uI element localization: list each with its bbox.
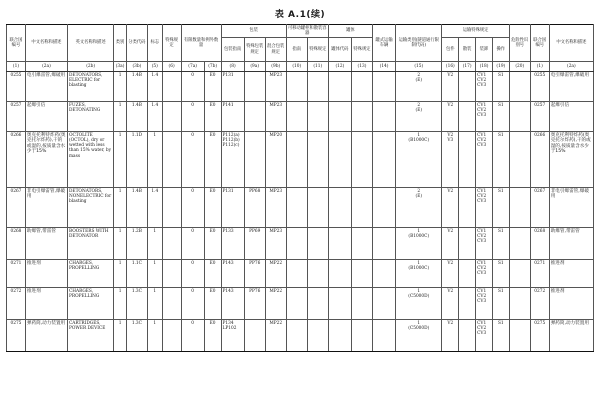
- loading-cell: CV1 CV2 CV3: [476, 132, 493, 188]
- name-en-cell: DETONATORS, NONELECTRIC for blasting: [67, 188, 113, 228]
- classification-code-cell: 1.1D: [126, 132, 147, 188]
- label-cell: 1: [147, 260, 162, 288]
- packages-cell: V2: [442, 102, 459, 132]
- tank-special-cell: [307, 102, 328, 132]
- packages-cell: V2: [442, 72, 459, 102]
- header-packages: 包件: [442, 38, 459, 62]
- name-en-cell: FUZES, DETONATING: [67, 102, 113, 132]
- col-number: (1): [530, 62, 549, 72]
- name-en-cell: BOOSTERS WITH DETONATOR: [67, 228, 113, 260]
- special-packing-cell: [244, 320, 265, 352]
- vehicle-tank-cell: [372, 132, 395, 188]
- packages-cell: V2: [442, 228, 459, 260]
- header-un-no: 联合国编号: [7, 25, 26, 62]
- name-cn-2-cell: 奥克托利特炸药(奥克托尔炸药),干的或湿的,按质量含水少于15%: [549, 132, 593, 188]
- tank-special-cell: [307, 188, 328, 228]
- vehicle-tank-cell: [372, 188, 395, 228]
- vehicle-tank-cell: [372, 320, 395, 352]
- special-packing-cell: PP76: [244, 288, 265, 320]
- column-number-row: [7, 62, 594, 72]
- limited-quantity-cell: 0: [181, 132, 204, 188]
- operation-cell: S1: [492, 102, 509, 132]
- tank-instruction-cell: [286, 260, 307, 288]
- tank-special-2-cell: [351, 132, 372, 188]
- header-class: 类别: [114, 25, 127, 62]
- header-name-cn-2: 中文名称和描述: [549, 25, 593, 62]
- limited-quantity-cell: 0: [181, 228, 204, 260]
- limited-quantity-cell: 0: [181, 188, 204, 228]
- header-packing-instructions: 包装指南: [221, 38, 244, 62]
- name-cn-2-cell: 弹药筒,动力装置用: [549, 320, 593, 352]
- tank-instruction-cell: [286, 188, 307, 228]
- packages-cell: V2: [442, 320, 459, 352]
- name-en-cell: CARTRIDGES, POWER DEVICE: [67, 320, 113, 352]
- loading-cell: CV1 CV2 CV3: [476, 188, 493, 228]
- limited-quantity-cell: 0: [181, 102, 204, 132]
- transport-category-cell: [396, 72, 442, 102]
- tank-code-cell: [328, 288, 351, 320]
- label-cell: 1.4: [147, 102, 162, 132]
- tank-instruction-cell: [286, 320, 307, 352]
- mixed-packing-cell: MP23: [265, 102, 286, 132]
- name-cn-cell: 弹药筒,动力装置用: [25, 320, 67, 352]
- un-no-cell: 0257: [7, 102, 26, 132]
- transport-category-value: 1: [417, 320, 421, 326]
- name-cn-cell: 推进剂: [25, 260, 67, 288]
- bulk-cell: [459, 132, 476, 188]
- table-row: [7, 132, 594, 188]
- header-mixed-packing: 混合包装规定: [265, 38, 286, 62]
- table-row: [7, 188, 594, 228]
- tank-special-cell: [307, 72, 328, 102]
- tank-instruction-cell: [286, 72, 307, 102]
- name-cn-2-cell: 起爆引信: [549, 102, 593, 132]
- vehicle-tank-cell: [372, 102, 395, 132]
- col-number: (13): [351, 62, 372, 72]
- table-row: [7, 288, 594, 320]
- special-packing-cell: PP76: [244, 260, 265, 288]
- special-provisions-cell: [162, 188, 181, 228]
- classification-code-cell: 1.3C: [126, 288, 147, 320]
- packages-cell: V2: [442, 260, 459, 288]
- tank-special-2-cell: [351, 320, 372, 352]
- header-transport-category: 运输类别(隧道通行限制代码): [396, 25, 442, 62]
- name-cn-cell: 起爆引信: [25, 102, 67, 132]
- tank-instruction-cell: [286, 228, 307, 260]
- header-portable-tank: 可移动罐柜和散装容器: [287, 25, 327, 36]
- packages-cell: V2: [442, 288, 459, 320]
- excepted-quantity-cell: E0: [204, 288, 221, 320]
- col-number: (2a): [549, 62, 593, 72]
- col-number: (16): [442, 62, 459, 72]
- special-packing-cell: PP68: [244, 188, 265, 228]
- classification-code-cell: 1.4B: [126, 102, 147, 132]
- hazard-id-cell: [509, 288, 530, 320]
- name-en-cell: CHARGES, PROPELLING: [67, 260, 113, 288]
- loading-cell: CV1 CV2 CV3: [476, 228, 493, 260]
- transport-category-cell: [396, 102, 442, 132]
- un-no-2-cell: 0266: [530, 132, 549, 188]
- excepted-quantity-cell: E0: [204, 320, 221, 352]
- special-packing-cell: [244, 72, 265, 102]
- un-no-cell: 0267: [7, 188, 26, 228]
- tank-code-cell: [328, 102, 351, 132]
- header-tank-special: 特殊规定: [307, 38, 328, 62]
- class-cell: 1: [114, 320, 127, 352]
- header-special-packing: 特殊包装规定: [244, 38, 265, 62]
- tank-instruction-cell: [286, 132, 307, 188]
- operation-cell: S1: [492, 288, 509, 320]
- un-no-cell: 0266: [7, 132, 26, 188]
- bulk-cell: [459, 288, 476, 320]
- class-cell: 1: [114, 260, 127, 288]
- classification-code-cell: 1.3C: [126, 320, 147, 352]
- header-transport-special: 运输特殊规定: [442, 25, 509, 38]
- packing-instruction-cell: P143: [221, 288, 244, 320]
- header-loading: 装卸: [476, 38, 493, 62]
- special-provisions-cell: [162, 260, 181, 288]
- special-provisions-cell: [162, 228, 181, 260]
- transport-category-cell: [396, 188, 442, 228]
- name-cn-cell: 非电引爆雷管,爆破用: [25, 188, 67, 228]
- header-special-provisions: 特殊规定: [162, 25, 181, 62]
- header-hazard-id: 危险性识别号: [509, 25, 530, 62]
- col-number: (18): [476, 62, 493, 72]
- packing-instruction-cell: P134 LP102: [221, 320, 244, 352]
- hazard-id-cell: [509, 132, 530, 188]
- name-cn-cell: 助爆管,带雷管: [25, 228, 67, 260]
- col-number: (11): [307, 62, 328, 72]
- tank-special-cell: [307, 228, 328, 260]
- un-no-cell: 0272: [7, 288, 26, 320]
- class-cell: 1: [114, 102, 127, 132]
- excepted-quantity-cell: E0: [204, 72, 221, 102]
- header-un-no-2: 联合国编号: [530, 25, 549, 62]
- class-cell: 1: [114, 132, 127, 188]
- operation-cell: S1: [492, 188, 509, 228]
- un-no-2-cell: 0272: [530, 288, 549, 320]
- un-no-2-cell: 0257: [530, 102, 549, 132]
- transport-category-cell: [396, 320, 442, 352]
- col-number: (12): [328, 62, 351, 72]
- tunnel-code-value: (E): [415, 193, 423, 199]
- col-number: (7b): [204, 62, 221, 72]
- transport-category-cell: [396, 132, 442, 188]
- limited-quantity-cell: 0: [181, 72, 204, 102]
- col-number: (6): [162, 62, 181, 72]
- tank-code-cell: [328, 132, 351, 188]
- class-cell: 1: [114, 288, 127, 320]
- bulk-cell: [459, 102, 476, 132]
- operation-cell: S1: [492, 320, 509, 352]
- transport-category-value: 2: [417, 102, 421, 108]
- tank-special-cell: [307, 132, 328, 188]
- dangerous-goods-table: [6, 24, 594, 352]
- un-no-2-cell: 0268: [530, 228, 549, 260]
- tank-code-cell: [328, 320, 351, 352]
- transport-category-value: 1: [417, 288, 421, 294]
- transport-category-value: 1: [417, 228, 421, 234]
- class-cell: 1: [114, 188, 127, 228]
- classification-code-cell: 1.4B: [126, 72, 147, 102]
- transport-category-value: 1: [417, 132, 421, 138]
- excepted-quantity-cell: E0: [204, 132, 221, 188]
- tunnel-code-value: (B1000C): [408, 137, 430, 143]
- col-number: (8): [221, 62, 244, 72]
- special-packing-cell: [244, 102, 265, 132]
- col-number: (19): [492, 62, 509, 72]
- un-no-cell: 0255: [7, 72, 26, 102]
- special-packing-cell: PP69: [244, 228, 265, 260]
- mixed-packing-cell: MP22: [265, 320, 286, 352]
- col-number: (3b): [126, 62, 147, 72]
- packing-instruction-cell: P141: [221, 102, 244, 132]
- table-title: 表 A.1(续): [274, 10, 326, 20]
- special-provisions-cell: [162, 132, 181, 188]
- col-number: (5): [147, 62, 162, 72]
- tank-special-2-cell: [351, 260, 372, 288]
- hazard-id-cell: [509, 102, 530, 132]
- operation-cell: S1: [492, 132, 509, 188]
- tank-code-cell: [328, 188, 351, 228]
- label-cell: 1: [147, 132, 162, 188]
- tank-code-cell: [328, 260, 351, 288]
- transport-category-value: 1: [417, 260, 421, 266]
- limited-quantity-cell: 0: [181, 288, 204, 320]
- un-no-2-cell: 0275: [530, 320, 549, 352]
- un-no-cell: 0271: [7, 260, 26, 288]
- class-cell: 1: [114, 228, 127, 260]
- vehicle-tank-cell: [372, 260, 395, 288]
- un-no-cell: 0275: [7, 320, 26, 352]
- tank-special-cell: [307, 288, 328, 320]
- col-number: (20): [509, 62, 530, 72]
- vehicle-tank-cell: [372, 72, 395, 102]
- name-cn-2-cell: 电引爆雷管,爆破用: [549, 72, 593, 102]
- tank-code-cell: [328, 72, 351, 102]
- name-en-cell: DETONATORS, ELECTRIC for blasting: [67, 72, 113, 102]
- label-cell: 1: [147, 228, 162, 260]
- transport-category-cell: [396, 228, 442, 260]
- operation-cell: S1: [492, 72, 509, 102]
- transport-category-value: 2: [417, 188, 421, 194]
- special-provisions-cell: [162, 72, 181, 102]
- name-en-cell: CHARGES, PROPELLING: [67, 288, 113, 320]
- bulk-cell: [459, 260, 476, 288]
- name-cn-2-cell: 非电引爆雷管,爆破用: [549, 188, 593, 228]
- name-cn-cell: 奥克托利特炸药(奥克托尔炸药),干的或湿的,按质量含水少于15%: [25, 132, 67, 188]
- class-cell: 1: [114, 72, 127, 102]
- table-row: [7, 320, 594, 352]
- mixed-packing-cell: MP20: [265, 132, 286, 188]
- vehicle-tank-cell: [372, 228, 395, 260]
- operation-cell: S1: [492, 260, 509, 288]
- loading-cell: CV1 CV2 CV3: [476, 260, 493, 288]
- name-en-cell: OCTOLITE (OCTOL), dry or wetted with less than 15% water, by mass: [67, 132, 113, 188]
- hazard-id-cell: [509, 72, 530, 102]
- header-vehicle-tank: 罐式运输车辆: [372, 25, 395, 62]
- loading-cell: CV1 CV2 CV3: [476, 288, 493, 320]
- table-row: [7, 228, 594, 260]
- name-cn-2-cell: 推进剂: [549, 288, 593, 320]
- packing-instruction-cell: P131: [221, 72, 244, 102]
- tunnel-code-value: (B1000C): [408, 265, 430, 271]
- table-row: [7, 102, 594, 132]
- limited-quantity-cell: 0: [181, 260, 204, 288]
- header-tank-special-2: 特殊规定: [351, 38, 372, 62]
- col-number: (9a): [244, 62, 265, 72]
- label-cell: 1.4: [147, 72, 162, 102]
- hazard-id-cell: [509, 228, 530, 260]
- mixed-packing-cell: MP22: [265, 260, 286, 288]
- packages-cell: V2: [442, 188, 459, 228]
- transport-category-value: 2: [417, 72, 421, 78]
- classification-code-cell: 1.1C: [126, 260, 147, 288]
- classification-code-cell: 1.2B: [126, 228, 147, 260]
- packages-cell: V2 V3: [442, 132, 459, 188]
- col-number: (2a): [25, 62, 67, 72]
- vehicle-tank-cell: [372, 288, 395, 320]
- tank-special-cell: [307, 260, 328, 288]
- excepted-quantity-cell: E0: [204, 260, 221, 288]
- label-cell: 1: [147, 320, 162, 352]
- header-label: 标志: [147, 25, 162, 62]
- header-operation: 操作: [492, 38, 509, 62]
- special-packing-cell: [244, 132, 265, 188]
- excepted-quantity-cell: E0: [204, 102, 221, 132]
- packing-instruction-cell: P131: [221, 188, 244, 228]
- col-number: (7a): [181, 62, 204, 72]
- un-no-2-cell: 0255: [530, 72, 549, 102]
- classification-code-cell: 1.4B: [126, 188, 147, 228]
- bulk-cell: [459, 72, 476, 102]
- name-cn-cell: 电引爆雷管,爆破用: [25, 72, 67, 102]
- loading-cell: CV1 CV2 CV3: [476, 102, 493, 132]
- header-tank-code: 罐体代码: [328, 38, 351, 62]
- col-number: (3a): [114, 62, 127, 72]
- label-cell: 1.4: [147, 188, 162, 228]
- packing-instruction-cell: P143: [221, 260, 244, 288]
- mixed-packing-cell: MP22: [265, 288, 286, 320]
- special-provisions-cell: [162, 320, 181, 352]
- tunnel-code-value: (E): [415, 77, 423, 83]
- table-body: [7, 72, 594, 352]
- mixed-packing-cell: MP23: [265, 188, 286, 228]
- un-no-2-cell: 0267: [530, 188, 549, 228]
- tunnel-code-value: (C5000D): [408, 325, 430, 331]
- tank-special-2-cell: [351, 72, 372, 102]
- tank-special-2-cell: [351, 228, 372, 260]
- header-tank-instructions: 指南: [286, 38, 307, 62]
- mixed-packing-cell: MP23: [265, 228, 286, 260]
- tank-special-2-cell: [351, 188, 372, 228]
- bulk-cell: [459, 228, 476, 260]
- special-provisions-cell: [162, 288, 181, 320]
- col-number: (17): [459, 62, 476, 72]
- transport-category-cell: [396, 288, 442, 320]
- col-number: (15): [396, 62, 442, 72]
- un-no-cell: 0268: [7, 228, 26, 260]
- packing-instruction-cell: P133: [221, 228, 244, 260]
- name-cn-cell: 推进剂: [25, 288, 67, 320]
- tank-special-2-cell: [351, 102, 372, 132]
- hazard-id-cell: [509, 260, 530, 288]
- label-cell: 1: [147, 288, 162, 320]
- bulk-cell: [459, 188, 476, 228]
- operation-cell: S1: [492, 228, 509, 260]
- tunnel-code-value: (E): [415, 107, 423, 113]
- limited-quantity-cell: 0: [181, 320, 204, 352]
- excepted-quantity-cell: E0: [204, 188, 221, 228]
- col-number: (10): [286, 62, 307, 72]
- tunnel-code-value: (B1000C): [408, 233, 430, 239]
- tank-special-cell: [307, 320, 328, 352]
- col-number: (2b): [67, 62, 113, 72]
- name-cn-2-cell: 推进剂: [549, 260, 593, 288]
- bulk-cell: [459, 320, 476, 352]
- tank-instruction-cell: [286, 288, 307, 320]
- col-number: (14): [372, 62, 395, 72]
- header-name-cn: 中文名称和描述: [25, 25, 67, 62]
- header-bulk: 散装: [459, 38, 476, 62]
- transport-category-cell: [396, 260, 442, 288]
- loading-cell: CV1 CV2 CV3: [476, 72, 493, 102]
- loading-cell: CV1 CV2 CV3: [476, 320, 493, 352]
- tank-special-2-cell: [351, 288, 372, 320]
- header-packaging: 包装: [221, 25, 286, 38]
- header-row-groups: [7, 25, 594, 38]
- special-provisions-cell: [162, 102, 181, 132]
- col-number: (9b): [265, 62, 286, 72]
- un-no-2-cell: 0271: [530, 260, 549, 288]
- header-limited-quantity: 有限数量和例外数量: [181, 25, 221, 62]
- mixed-packing-cell: MP23: [265, 72, 286, 102]
- table-row: [7, 260, 594, 288]
- packing-instruction-cell: P112(a) P112(b) P112(c): [221, 132, 244, 188]
- table-row: [7, 72, 594, 102]
- tunnel-code-value: (C5000D): [408, 293, 430, 299]
- tank-instruction-cell: [286, 102, 307, 132]
- hazard-id-cell: [509, 320, 530, 352]
- name-cn-2-cell: 助爆管,带雷管: [549, 228, 593, 260]
- header-tank: 罐体: [328, 25, 372, 38]
- tank-code-cell: [328, 228, 351, 260]
- excepted-quantity-cell: E0: [204, 228, 221, 260]
- header-classification-code: 分类代码: [126, 25, 147, 62]
- col-number: (1): [7, 62, 26, 72]
- header-name-en: 英文名称和描述: [67, 25, 113, 62]
- hazard-id-cell: [509, 188, 530, 228]
